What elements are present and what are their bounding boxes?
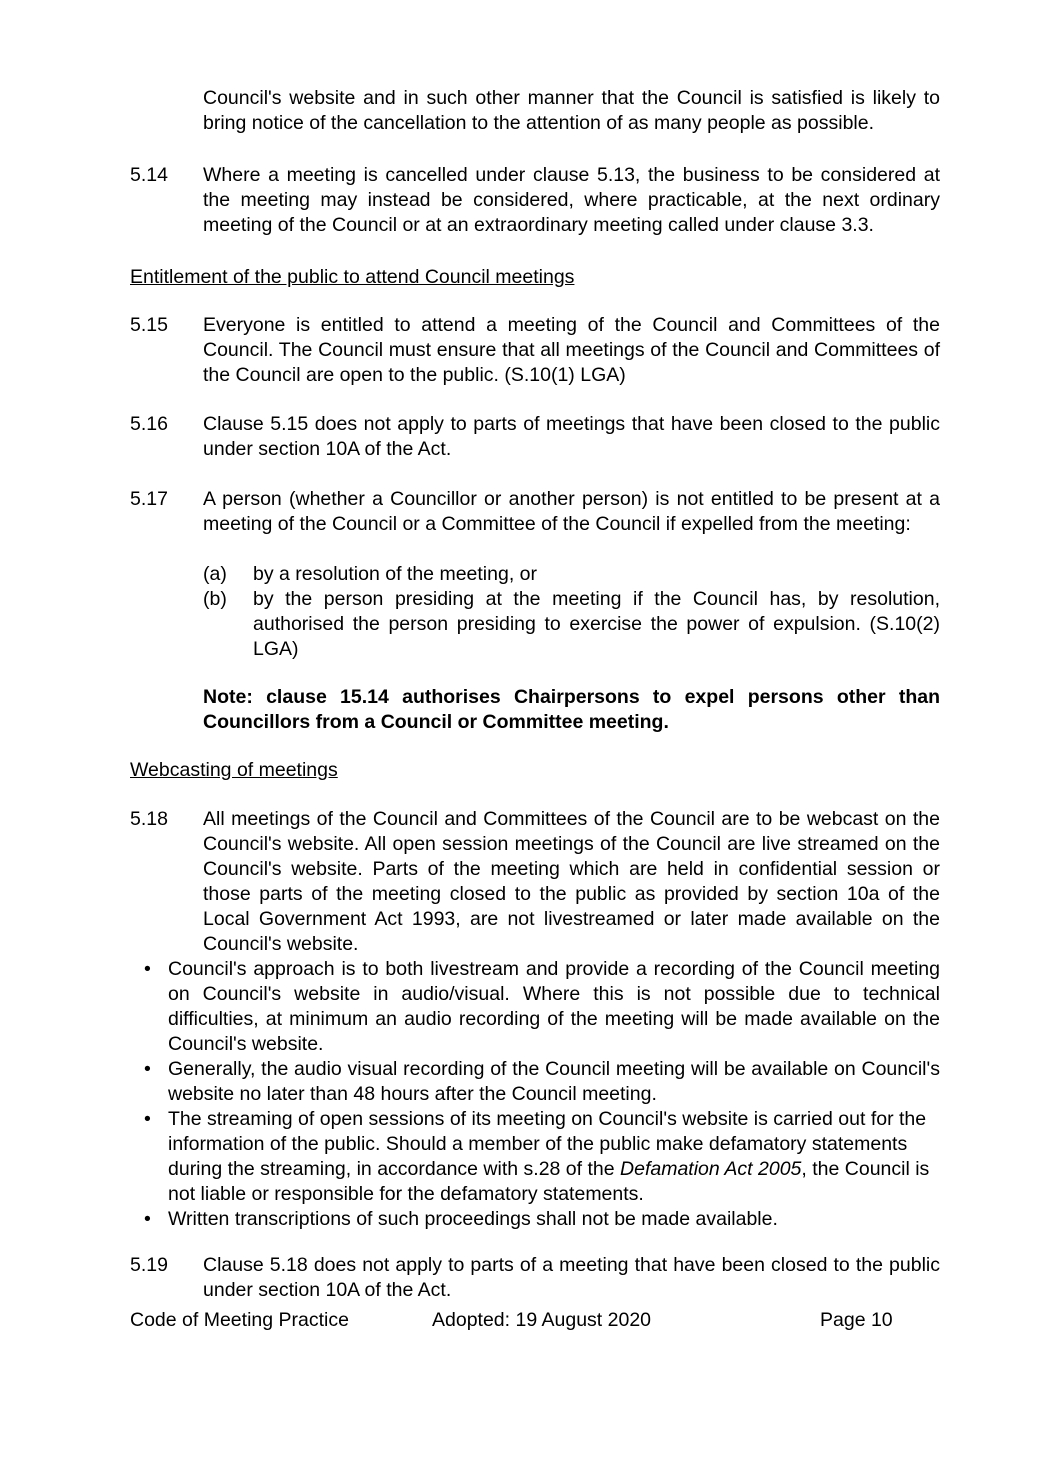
- section-heading-entitlement: Entitlement of the public to attend Council meetings: [130, 266, 575, 288]
- bullet-icon: •: [144, 1058, 151, 1080]
- clause-number: 5.18: [130, 808, 168, 830]
- bullet-text: Written transcriptions of such proceedings shall not be made available.: [168, 1208, 778, 1230]
- bullet-text: Council's approach is to both livestream and provide a recording of the Council meeting on Council's website in audio/visual. Where this is not possible due to technical difficulties, at minimum an audio recording of the meeting will be made available on the Council's website.: [168, 958, 940, 1055]
- list-item: [144, 957, 940, 1057]
- clause-5-19: [130, 1253, 940, 1303]
- bullet-text: Generally, the audio visual recording of the Council meeting will be available on Council's website no later than 48 hours after the Council meeting.: [168, 1058, 940, 1105]
- subitem-text: by a resolution of the meeting, or: [253, 563, 537, 585]
- subitem-text: by the person presiding at the meeting if the Council has, by resolution, authorised the person presiding to exercise the power of expulsion. (S.10(2) LGA): [253, 588, 940, 660]
- bullet-text: The streaming of open sessions of its meeting on Council's website is carried out for the information of the public. Should a member of the public make defamatory statements during the streaming, in accordance with s.28 of the: [168, 1108, 927, 1180]
- webcasting-bullet-list: [144, 957, 940, 1232]
- clause-5-17: [130, 487, 940, 537]
- clause-number: 5.15: [130, 314, 168, 336]
- subitem-b: [203, 587, 940, 662]
- subitem-label: (b): [203, 588, 227, 610]
- continuation-paragraph: Council's website and in such other manner that the Council is satisfied is likely to bring notice of the cancellation to the attention of as many people as possible.: [203, 87, 940, 134]
- list-item: [144, 1207, 940, 1232]
- list-item: [144, 1107, 940, 1207]
- subitem-a: [203, 562, 940, 587]
- clause-text: Clause 5.18 does not apply to parts of a meeting that have been closed to the public under section 10A of the Act.: [203, 1254, 940, 1301]
- footer-document-title: Code of Meeting Practice: [130, 1309, 349, 1331]
- clause-number: 5.14: [130, 164, 168, 186]
- clause-number: 5.19: [130, 1254, 168, 1276]
- section-heading-webcasting: Webcasting of meetings: [130, 759, 338, 781]
- bullet-icon: •: [144, 1108, 151, 1130]
- clause-text: All meetings of the Council and Committees of the Council are to be webcast on the Council's website. All open session meetings of the Council are live streamed on the Council's website. Parts of the meeting which are held in confidential session or those parts of the meeting closed to the public as provided by section 10a of the Local Government Act 1993, are not livestreamed or later made available on the Council's website.: [203, 808, 940, 955]
- footer-page-number: Page 10: [820, 1309, 893, 1331]
- bullet-text: , the Council is not liable or responsible for the defamatory statements.: [168, 1158, 930, 1205]
- clause-text: Where a meeting is cancelled under clause 5.13, the business to be considered at the meeting may instead be considered, where practicable, at the next ordinary meeting of the Council or at an extraordinary meeting called under clause 3.3.: [203, 164, 940, 236]
- footer-adopted-date: Adopted: 19 August 2020: [432, 1309, 652, 1331]
- clause-text: A person (whether a Councillor or another person) is not entitled to be present at a meeting of the Council or a Committee of the Council if expelled from the meeting:: [203, 488, 940, 535]
- bullet-icon: •: [144, 1208, 151, 1230]
- subitem-label: (a): [203, 563, 227, 585]
- note-paragraph: Note: clause 15.14 authorises Chairpersons to expel persons other than Councillors from a Council or Committee meeting.: [203, 686, 940, 733]
- page-footer: [130, 1308, 940, 1333]
- clause-text: Everyone is entitled to attend a meeting of the Council and Committees of the Council. The Council must ensure that all meetings of the Council and Committees of the Council are open to the public. (S.10(1) LGA): [203, 314, 940, 386]
- clause-5-18: [130, 807, 940, 957]
- clause-5-15: [130, 313, 940, 388]
- clause-5-17-subitems: [203, 562, 940, 662]
- clause-5-14: [130, 163, 940, 238]
- clause-number: 5.16: [130, 413, 168, 435]
- list-item: [144, 1057, 940, 1107]
- clause-text: Clause 5.15 does not apply to parts of meetings that have been closed to the public under section 10A of the Act.: [203, 413, 940, 460]
- clause-5-16: [130, 412, 940, 462]
- bullet-text-italic: Defamation Act 2005: [620, 1158, 802, 1180]
- bullet-icon: •: [144, 958, 151, 980]
- clause-number: 5.17: [130, 488, 168, 510]
